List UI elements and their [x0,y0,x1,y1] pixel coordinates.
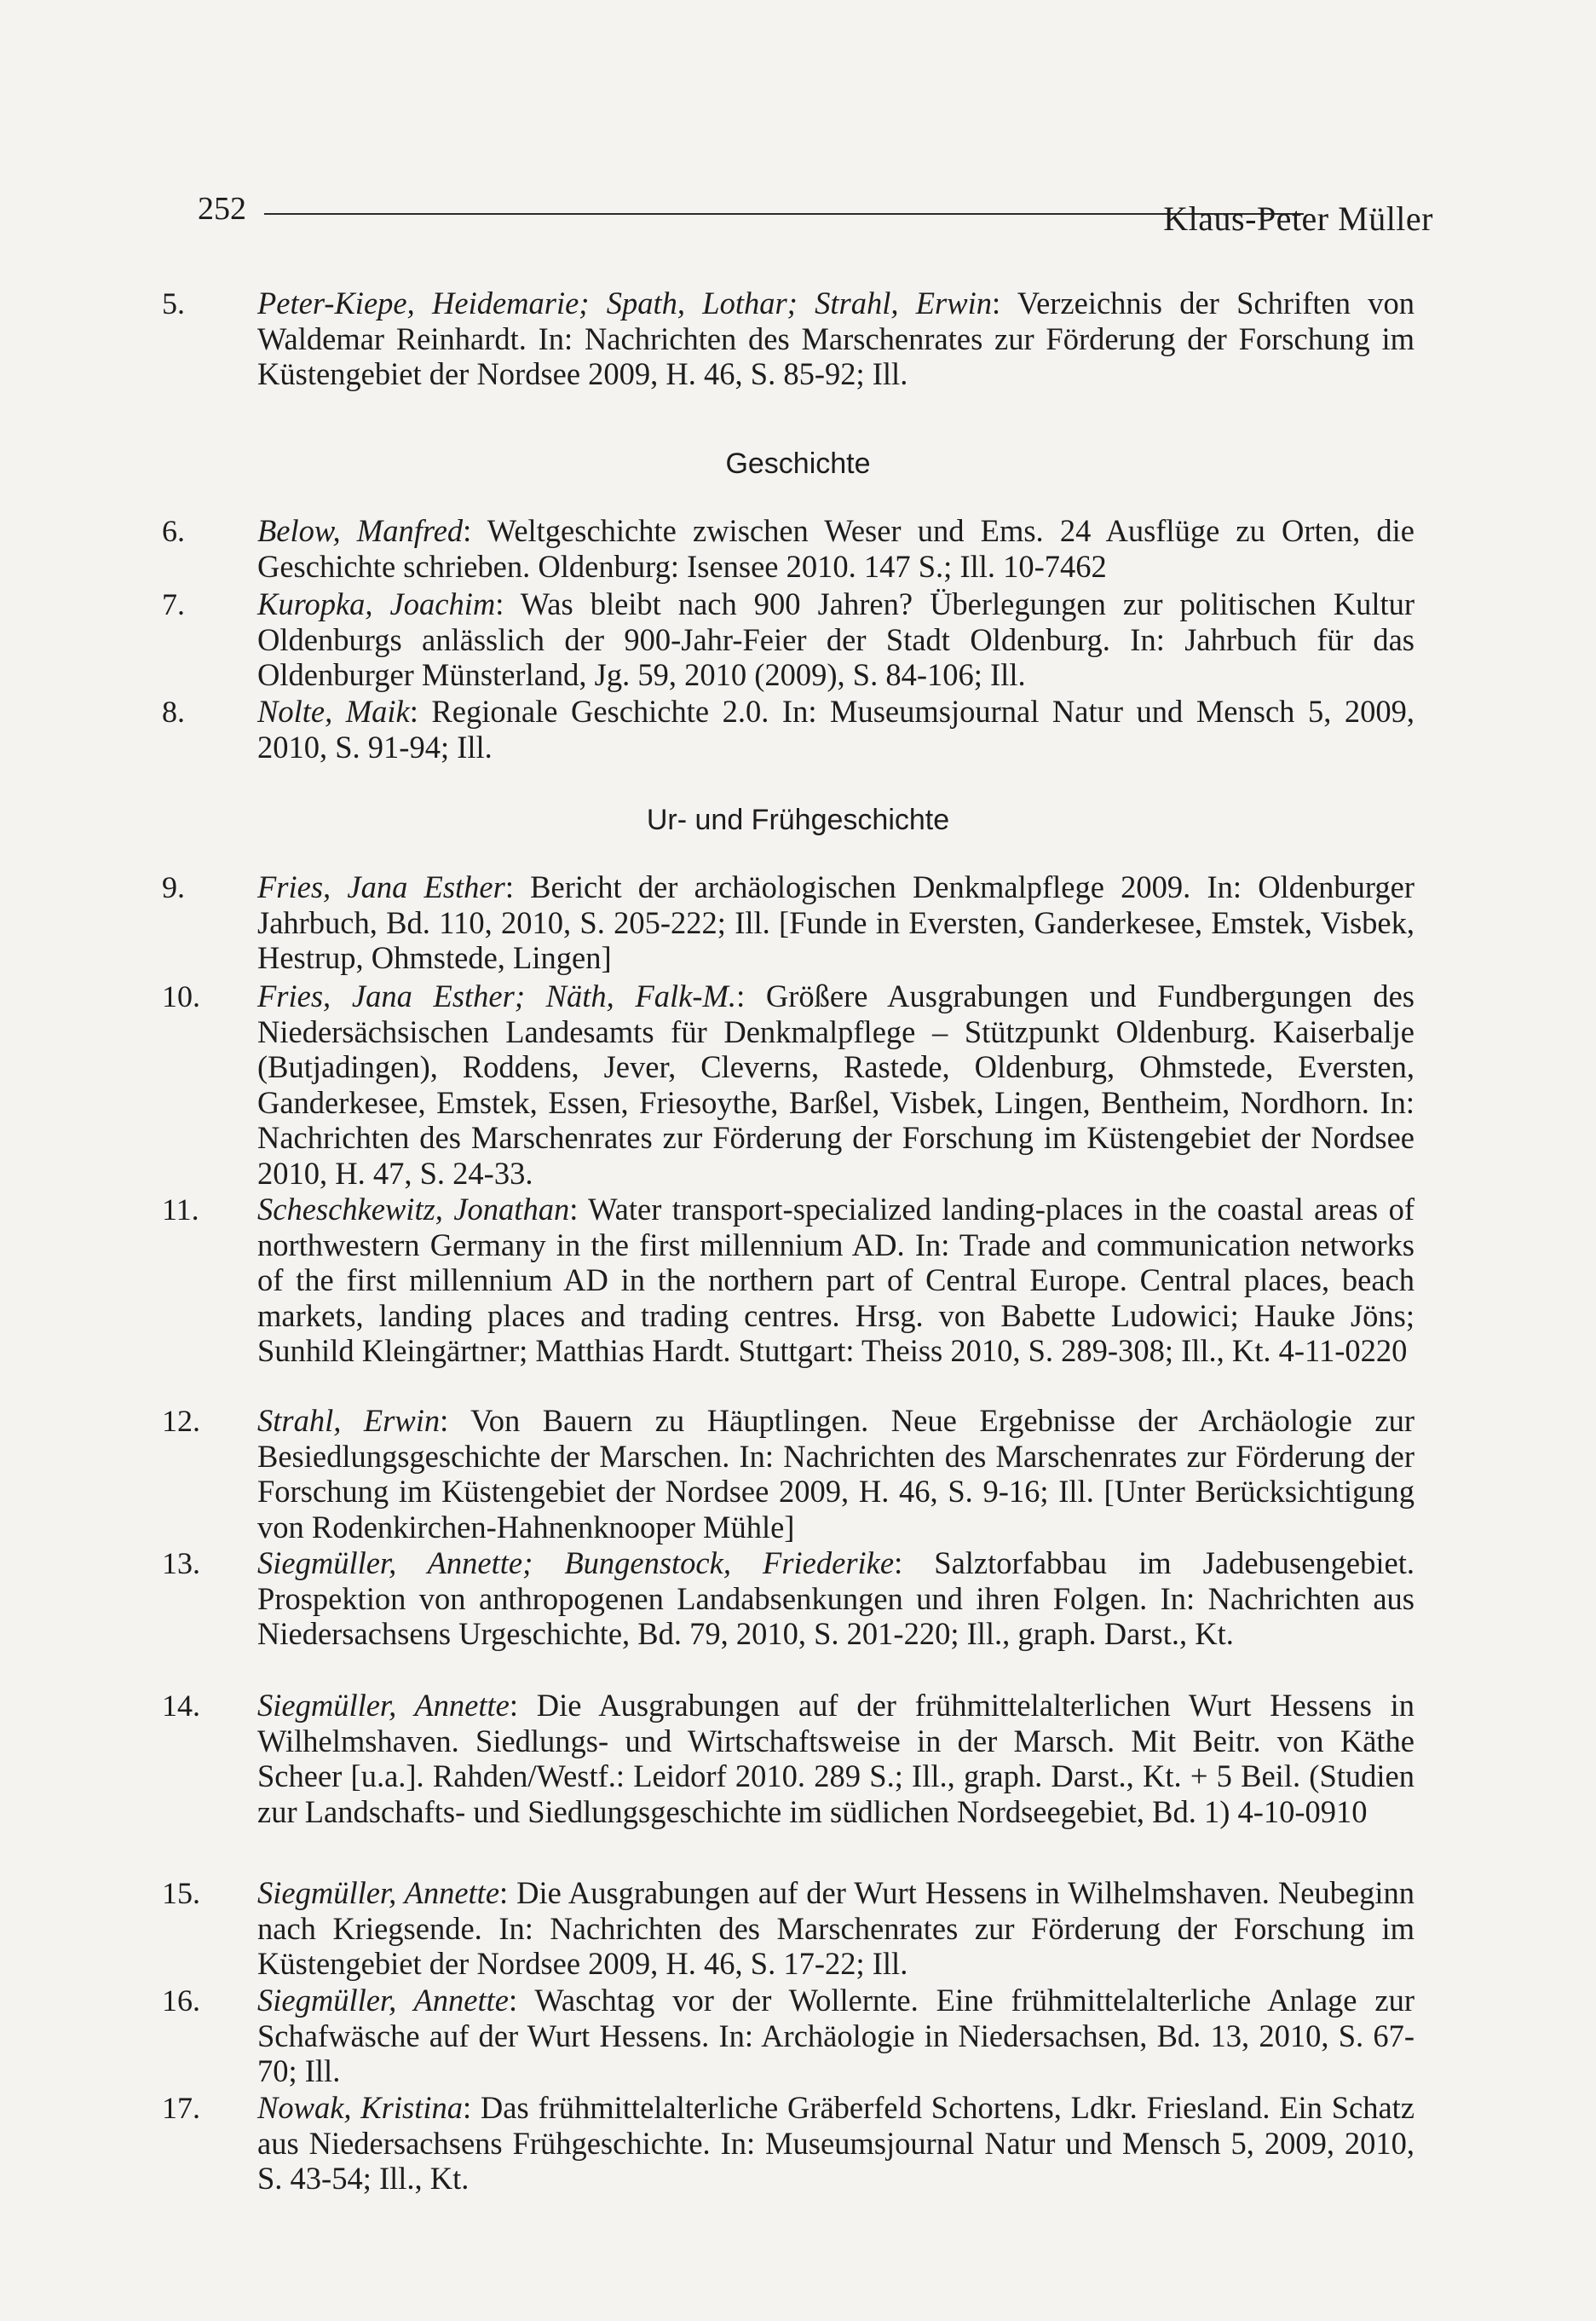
entry-text [257,1875,1415,1982]
entry-text [257,1192,1415,1369]
entry-citation: : Verzeichnis der Schriften von Waldemar Reinhardt. In: Nachrichten des Marschenrates zur Förderung der Forschung im Küstengebiet der Nordsee 2009, H. 46, S. 85-92; Ill. [257,286,1415,391]
entry-author: Strahl, Erwin [257,1403,441,1438]
entry-number: 9. [162,870,185,904]
section-heading-geschichte: Geschichte [725,447,871,480]
section-heading-ur-und-fruehgeschichte: Ur- und Frühgeschichte [646,804,950,836]
entry-citation: : Water transport-specialized landing-places in the coastal areas of northwestern Germany in the first millennium AD. In: Trade and communication networks of the first millennium AD in the northern part of Central Europe. Central places, beach markets, landing places and trading centres. Hrsg. von Babette Ludowici; Hauke Jöns; Sunhild Kleingärtner; Matthias Hardt. Stuttgart: Theiss 2010, S. 289-308; Ill., Kt. 4-11-0220 [257,1192,1415,1368]
entry-author: Below, Manfred [257,513,464,548]
entry-text [257,1545,1415,1652]
entry-text [257,694,1415,765]
entry-text [257,979,1415,1191]
entry-citation: : Das frühmittelalterliche Gräberfeld Schortens, Ldkr. Friesland. Ein Schatz aus Niedersachsens Frühgeschichte. In: Museumsjournal Natur und Mensch 5, 2009, 2010, S. 43-54; Ill., Kt. [257,2090,1415,2196]
entry-number: 16. [162,1983,200,2018]
entry-text [257,1403,1415,1544]
entry-author: Siegmüller, Annette [257,1875,500,1910]
page-number: 252 [198,191,246,227]
entry-number: 5. [162,286,185,320]
running-head: Klaus-Peter Müller [1163,199,1433,238]
entry-citation: : Waschtag vor der Wollernte. Eine frühmittelalterliche Anlage zur Schafwäsche auf der Wurt Hessens. In: Archäologie in Niedersachsen, Bd. 13, 2010, S. 67-70; Ill. [257,1983,1415,2088]
entry-text [257,1688,1415,1829]
entry-number: 6. [162,514,185,548]
entry-citation: : Bericht der archäologischen Denkmalpflege 2009. In: Oldenburger Jahrbuch, Bd. 110, 2010, S. 205-222; Ill. [Funde in Eversten, Ganderkesee, Emstek, Visbek, Hestrup, Ohmstede, Lingen] [257,869,1415,975]
entry-text [257,586,1415,693]
entry-citation: : Regionale Geschichte 2.0. In: Museumsjournal Natur und Mensch 5, 2009, 2010, S. 91-94; Ill. [257,694,1415,765]
entry-author: Kuropka, Joachim [257,586,496,621]
entry-citation: : Weltgeschichte zwischen Weser und Ems. 24 Ausflüge zu Orten, die Geschichte schrieben. Oldenburg: Isensee 2010. 147 S.; Ill. 10-7462 [257,513,1415,584]
entry-author: Siegmüller, Annette [257,1688,510,1723]
entry-author: Siegmüller, Annette [257,1983,509,2018]
entry-text [257,513,1415,584]
entry-citation: : Größere Ausgrabungen und Fundbergungen des Niedersächsischen Landesamts für Denkmalpflege – Stützpunkt Oldenburg. Kaiserbalje (Butjadingen), Roddens, Jever, Cleverns, Rastede, Oldenburg, Ohmstede, Eversten, Ganderkesee, Emstek, Essen, Friesoythe, Barßel, Visbek, Lingen, Bentheim, Nordhorn. In: Nachrichten des Marschenrates zur Förderung der Forschung im Küstengebiet der Nordsee 2010, H. 47, S. 24-33. [257,979,1415,1191]
entry-author: Peter-Kiepe, Heidemarie; Spath, Lothar; Strahl, Erwin [257,286,992,320]
entry-author: Nowak, Kristina [257,2090,463,2125]
entry-citation: : Salztorfabbau im Jadebusengebiet. Prospektion von anthropogenen Landabsenkungen und ihren Folgen. In: Nachrichten aus Niedersachsens Urgeschichte, Bd. 79, 2010, S. 201-220; Ill., graph. Darst., Kt. [257,1545,1415,1651]
page-header [198,188,1433,239]
entry-citation: : Die Ausgrabungen auf der Wurt Hessens in Wilhelmshaven. Neubeginn nach Kriegsende. In: Nachrichten des Marschenrates zur Förderung der Forschung im Küstengebiet der Nordsee 2009, H. 46, S. 17-22; Ill. [257,1875,1415,1981]
entry-author: Siegmüller, Annette; Bungenstock, Friederike [257,1545,895,1580]
entry-number: 11. [162,1192,199,1227]
entry-text [257,2090,1415,2197]
entry-number: 7. [162,587,185,621]
entry-text [257,869,1415,976]
entry-author: Scheschkewitz, Jonathan [257,1192,570,1227]
entry-number: 10. [162,979,200,1013]
entry-citation: : Von Bauern zu Häuptlingen. Neue Ergebnisse der Archäologie zur Besiedlungsgeschichte der Marschen. In: Nachrichten des Marschenrates zur Förderung der Forschung im Küstengebiet der Nordsee 2009, H. 46, S. 9-16; Ill. [Unter Berücksichtigung von Rodenkirchen-Hahnenknooper Mühle] [257,1403,1415,1544]
entry-number: 13. [162,1546,200,1580]
entry-number: 8. [162,695,185,729]
entry-number: 14. [162,1689,200,1723]
entry-number: 17. [162,2091,200,2125]
entry-author: Fries, Jana Esther [257,869,505,904]
entry-author: Nolte, Maik [257,694,410,729]
entry-text [257,286,1415,392]
entry-citation: : Was bleibt nach 900 Jahren? Überlegungen zur politischen Kultur Oldenburgs anlässlich der 900-Jahr-Feier der Stadt Oldenburg. In: Jahrbuch für das Oldenburger Münsterland, Jg. 59, 2010 (2009), S. 84-106; Ill. [257,586,1415,692]
entry-text [257,1983,1415,2089]
entry-number: 15. [162,1876,200,1910]
entry-citation: : Die Ausgrabungen auf der frühmittelalterlichen Wurt Hessens in Wilhelmshaven. Siedlungs- und Wirtschaftsweise in der Marsch. Mit Beitr. von Käthe Scheer [u.a.]. Rahden/Westf.: Leidorf 2010. 289 S.; Ill., graph. Darst., Kt. + 5 Beil. (Studien zur Landschafts- und Siedlungsgeschichte im südlichen Nordseegebiet, Bd. 1) 4-10-0910 [257,1688,1415,1829]
entry-author: Fries, Jana Esther; Näth, Falk-M. [257,979,737,1013]
entry-number: 12. [162,1404,200,1438]
header-rule [264,213,1304,215]
